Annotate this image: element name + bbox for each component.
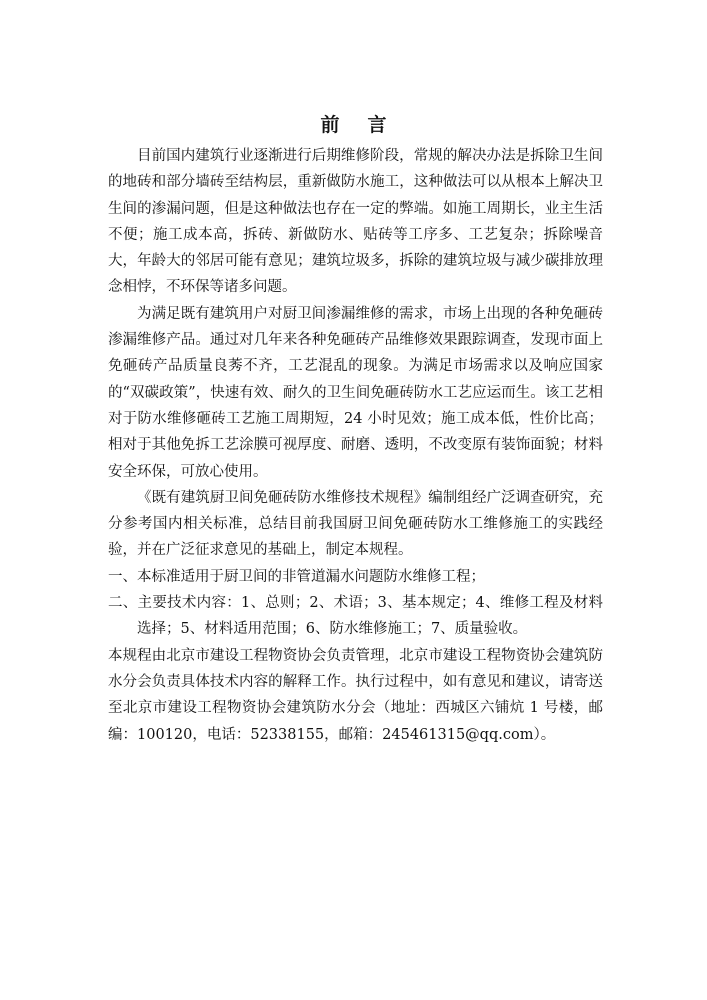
list-item-contents: 二、主要技术内容：1、总则；2、术语；3、基本规定；4、维修工程及材料选择；5、材料适用范围；6、防水维修施工；7、质量验收。 xyxy=(108,595,603,638)
paragraph-management: 本规程由北京市建设工程物资协会负责管理，北京市建设工程物资协会建筑防水分会负责具体技术内容的解释工作。执行过程中，如有意见和建议，请寄送至北京市建设工程物资协会建筑防水分会（地址：西城区六铺炕 1 号楼，邮编：100120，电话：52338155，邮箱：245461315@qq.com）。 xyxy=(108,647,603,743)
paragraph-background: 目前国内建筑行业逐渐进行后期维修阶段，常规的解决办法是拆除卫生间的地砖和部分墙砖至结构层，重新做防水施工，这种做法可以从根本上解决卫生间的渗漏问题，但是这种做法也存在一定的弊端。如施工周期长，业主生活不便；施工成本高，拆砖、新做防水、贴砖等工序多、工艺复杂；拆除噪音大，年龄大的邻居可能有意见；建筑垃圾多，拆除的建筑垃圾与减少碳排放理念相悖，不环保等诸多问题。 xyxy=(108,148,603,296)
document-body xyxy=(108,143,603,748)
paragraph-purpose: 为满足既有建筑用户对厨卫间渗漏维修的需求，市场上出现的各种免砸砖渗漏维修产品。通过对几年来各种免砸砖产品维修效果跟踪调查，发现市面上免砸砖产品质量良莠不齐，工艺混乱的现象。为满足市场需求以及响应国家的“双碳政策”，快速有效、耐久的卫生间免砸砖防水工艺应运而生。该工艺相对于防水维修砸砖工艺施工周期短，24 小时见效；施工成本低，性价比高；相对于其他免拆工艺涂膜可视厚度、耐磨、透明，不改变原有装饰面貌；材料安全环保，可放心使用。 xyxy=(108,305,603,480)
paragraph-compilation: 《既有建筑厨卫间免砸砖防水维修技术规程》编制组经广泛调查研究，充分参考国内相关标准，总结目前我国厨卫间免砸砖防水工维修施工的实践经验，并在广泛征求意见的基础上，制定本规程。 xyxy=(108,489,603,559)
page-title: 前言 xyxy=(320,114,415,136)
list-item-scope: 一、本标准适用于厨卫间的非管道漏水问题防水维修工程； xyxy=(108,568,485,585)
